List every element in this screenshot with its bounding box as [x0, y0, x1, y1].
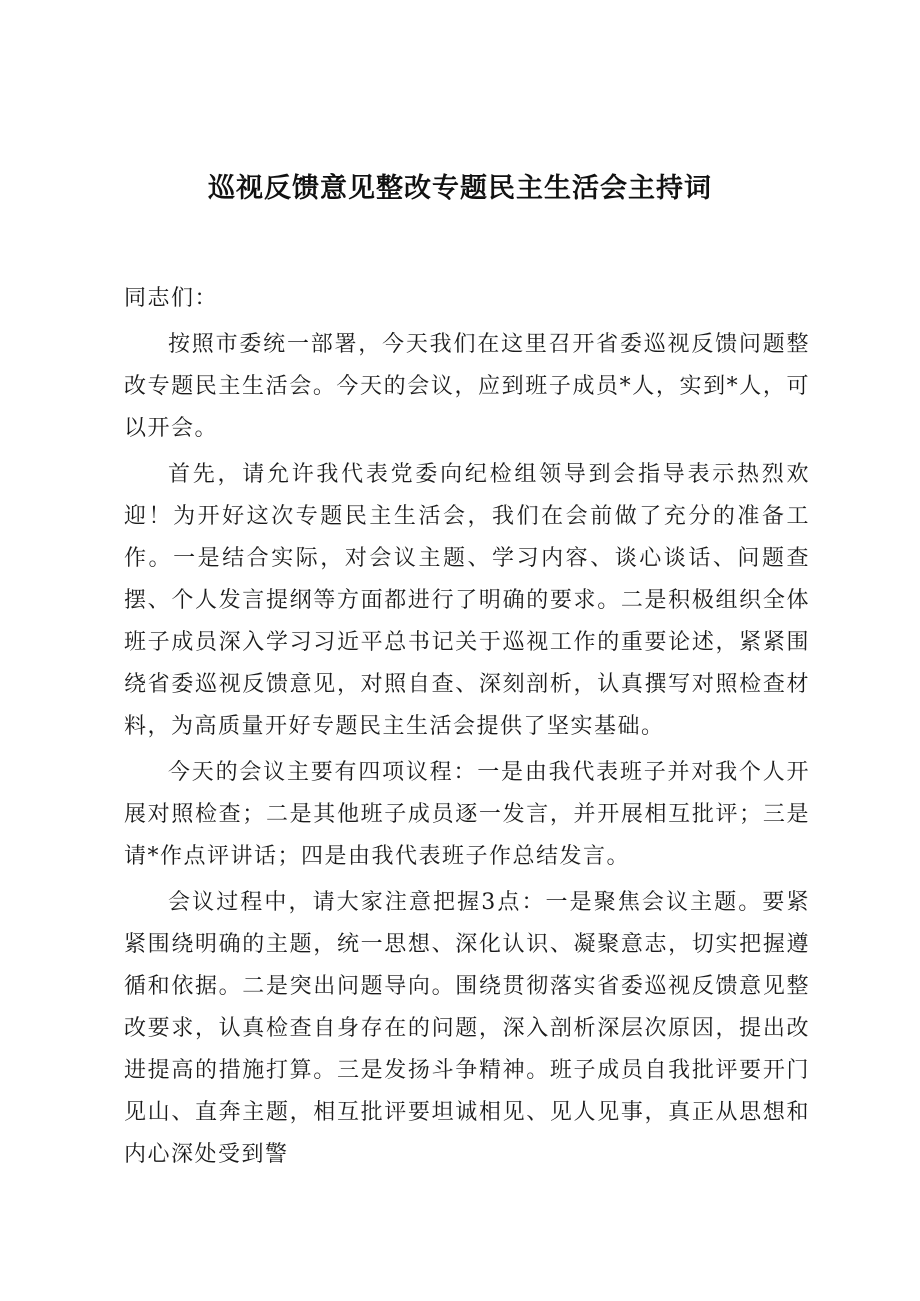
- paragraph-requirements: 会议过程中，请大家注意把握3点：一是聚焦会议主题。要紧紧围绕明确的主题，统一思想、深化认识、凝聚意志，切实把握遵循和依据。二是突出问题导向。围绕贯彻落实省委巡视反馈意见整改要求，认真检查自身存在的问题，深入剖析深层次原因，提出改进提高的措施打算。三是发扬斗争精神。班子成员自我批评要开门见山、直奔主题，相互批评要坦诚相见、见人见事，真正从思想和内心深处受到警: [124, 890, 810, 1167]
- paragraph-opening: 按照市委统一部署，今天我们在这里召开省委巡视反馈问题整改专题民主生活会。今天的会议，应到班子成员*人，实到*人，可以开会。: [124, 332, 810, 441]
- document-title: 巡视反馈意见整改专题民主生活会主持词: [208, 173, 712, 204]
- salutation: 同志们：: [124, 286, 219, 311]
- paragraph-preparation: 首先，请允许我代表党委向纪检组领导到会指导表示热烈欢迎！为开好这次专题民主生活会，我们在会前做了充分的准备工作。一是结合实际，对会议主题、学习内容、谈心谈话、问题查摆、个人发言提纲等方面都进行了明确的要求。二是积极组织全体班子成员深入学习习近平总书记关于巡视工作的重要论述，紧紧围绕省委巡视反馈意见，对照自查、深刻剖析，认真撰写对照检查材料，为高质量开好专题民主生活会提供了坚实基础。: [124, 462, 810, 739]
- document-body: [124, 278, 810, 1180]
- paragraph-agenda: 今天的会议主要有四项议程：一是由我代表班子并对我个人开展对照检查；二是其他班子成员逐一发言，并开展相互批评；三是请*作点评讲话；四是由我代表班子作总结发言。: [124, 760, 810, 869]
